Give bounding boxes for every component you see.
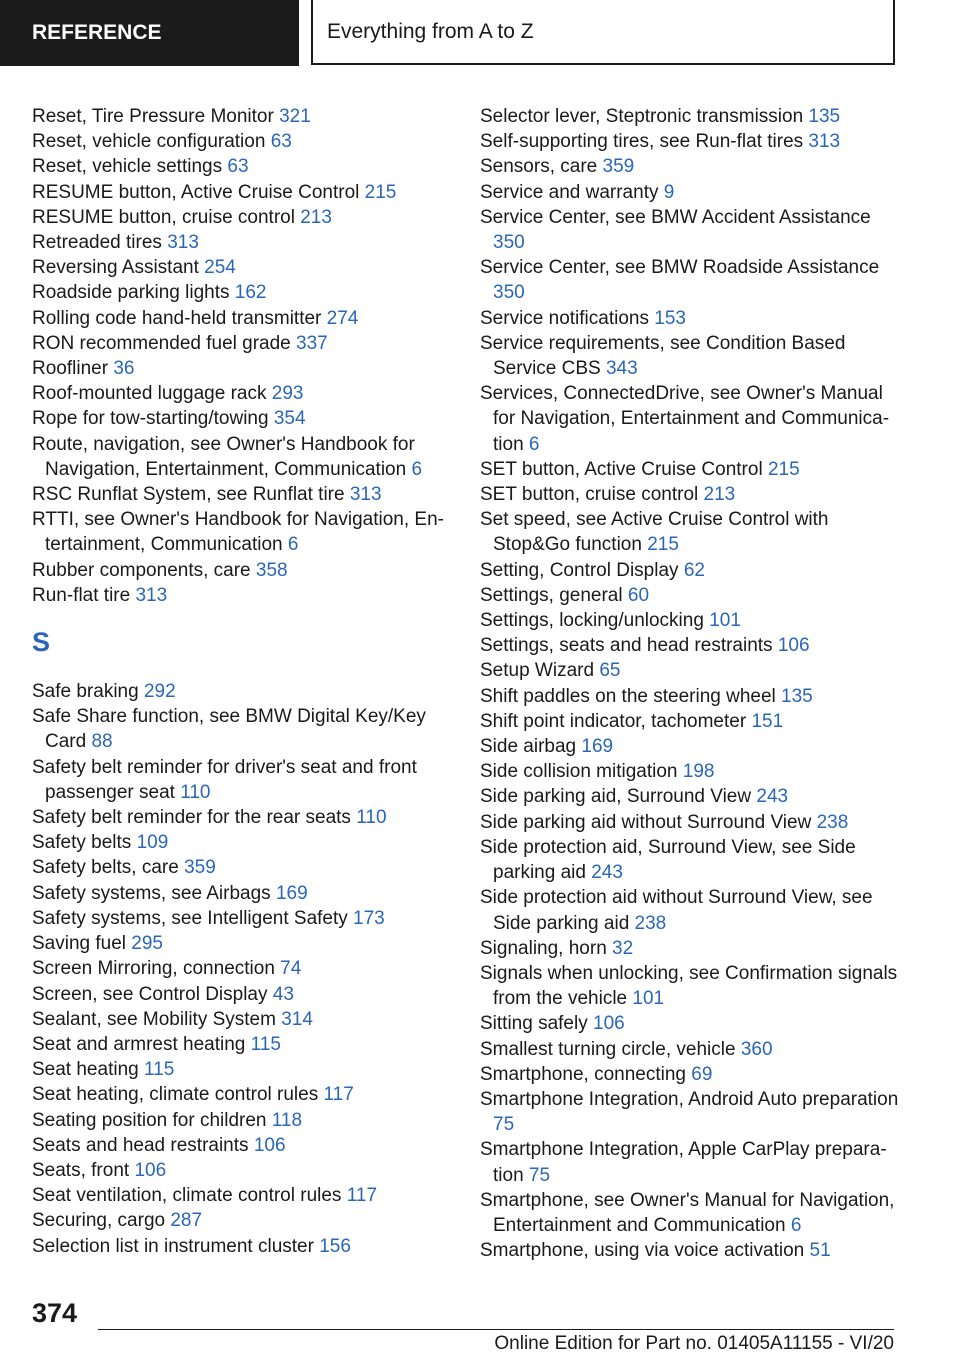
index-entry [32,129,452,154]
page-reference-link[interactable]: 74 [280,958,302,980]
index-entry [32,956,452,981]
index-entry [32,356,452,381]
index-entry-text: Service requirements, see Condition Based Service CBS [480,332,846,380]
index-entry [480,1011,900,1036]
index-entry-text: Reset, vehicle configuration [32,131,266,153]
index-group-s-continued [480,104,900,1263]
section-tab [0,0,299,66]
page-reference-link[interactable]: 110 [180,781,211,803]
page-reference-link[interactable]: 337 [296,332,328,354]
index-entry [480,205,900,255]
page-reference-link[interactable]: 110 [356,807,387,829]
index-entry [32,906,452,931]
index-entry [480,558,900,583]
index-entry [480,709,900,734]
index-entry-text: Smallest turning circle, vehicle [480,1038,736,1060]
index-entry-text: Signals when unlocking, see Confirmation signals from the vehicle [480,962,898,1010]
index-entry-text: Service notifications [480,307,649,329]
index-entry [32,1082,452,1107]
page-reference-link[interactable]: 238 [816,811,849,833]
page-reference-link[interactable]: 169 [275,882,308,904]
edition-note: Online Edition for Part no. 01405A11155 - VI/20 [494,1333,894,1354]
page-reference-link[interactable]: 354 [273,408,306,430]
index-entry [32,830,452,855]
index-entry [32,432,452,482]
page-reference-link[interactable]: 350 [493,232,525,254]
index-entry-text: Signaling, horn [480,937,607,959]
index-entry [480,154,900,179]
index-entry [480,331,900,381]
page-reference-link[interactable]: 115 [250,1033,281,1055]
page-reference-link[interactable]: 243 [756,786,789,808]
page-reference-link[interactable]: 60 [627,584,650,606]
page-reference-link[interactable]: 243 [591,862,623,884]
index-entry-text: Side collision mitigation [480,761,678,783]
index-entry [32,1057,452,1082]
page-reference-link[interactable]: 118 [271,1109,303,1131]
index-entry-text: Set speed, see Active Cruise Control with Stop&Go function [480,509,829,556]
index-entry-text: Setup Wizard [480,660,595,682]
index-entry-text: Smartphone Integration, Android Auto preparation [480,1088,899,1110]
index-entry-text: Shift point indicator, tachometer [480,710,747,732]
index-entry [480,381,900,457]
index-entry [32,855,452,880]
page-header [0,0,960,66]
page-reference-link[interactable]: 156 [319,1235,351,1257]
page-reference-link[interactable]: 117 [346,1185,378,1207]
page-reference-link[interactable]: 274 [326,307,359,329]
index-entry [32,255,452,280]
index-entry-text: Run-flat tire [32,584,131,606]
page-reference-link[interactable]: 287 [170,1210,203,1232]
index-entry-text: Smartphone, see Owner's Manual for Navigation, Entertainment and Communication [480,1189,895,1236]
page-reference-link[interactable]: 106 [777,635,810,657]
index-entry-text: Roof-mounted luggage rack [32,383,267,405]
page-reference-link[interactable]: 6 [528,433,540,455]
page-reference-link[interactable]: 213 [300,206,332,228]
index-entry-text: Smartphone Integration, Apple CarPlay preparation [480,1139,887,1186]
page-reference-link[interactable]: 215 [767,458,800,480]
page-reference-link[interactable]: 343 [605,358,638,380]
index-entry [480,306,900,331]
index-group-s [32,679,452,1259]
page-reference-link[interactable]: 359 [184,857,216,879]
page-reference-link[interactable]: 295 [131,933,163,955]
index-entry [480,658,900,683]
index-entry [480,583,900,608]
page-reference-link[interactable]: 6 [790,1214,802,1236]
index-entry [32,507,452,557]
index-entry [32,230,452,255]
index-entry [32,679,452,704]
page-reference-link[interactable]: 359 [602,156,635,178]
index-entry-text: Seats, front [32,1159,130,1181]
index-entry-text: Sealant, see Mobility System [32,1008,276,1030]
page-reference-link[interactable]: 65 [599,660,621,682]
page-reference-link[interactable]: 151 [751,710,784,732]
index-column-left [32,104,452,1259]
index-column-right [480,104,900,1263]
index-entry-text: Reset, Tire Pressure Monitor [32,106,274,127]
index-entry-text: Roofliner [32,358,109,380]
index-entry [480,507,900,557]
index-entry-text: Smartphone, using via voice activation [480,1240,805,1262]
index-entry-text: Settings, seats and head restraints [480,635,773,657]
page-reference-link[interactable]: 75 [493,1114,515,1136]
index-entry [480,1137,900,1187]
page-reference-link[interactable]: 69 [691,1063,713,1085]
chapter-title: Everything from A to Z [327,19,534,43]
index-entry [480,961,900,1011]
page-reference-link[interactable]: 313 [808,131,841,153]
index-entry [480,104,900,129]
index-entry-text: RESUME button, cruise control [32,206,295,228]
index-entry [32,805,452,830]
index-entry-text: Selection list in instrument cluster [32,1235,314,1257]
page-reference-link[interactable]: 6 [287,534,299,556]
index-entry [480,936,900,961]
index-entry [480,482,900,507]
index-entry-text: Side protection aid, Surround View, see Side parking aid [480,836,856,884]
page-reference-link[interactable]: 313 [167,232,199,254]
page-reference-link[interactable]: 75 [528,1164,551,1186]
index-entry-text: SET button, cruise control [480,484,699,506]
page-reference-link[interactable]: 153 [654,307,686,329]
index-entry-text: Safe Share function, see BMW Digital Key/Key Card [32,706,426,753]
index-entry-text: RON recommended fuel grade [32,332,291,354]
page-reference-link[interactable]: 292 [143,681,176,703]
page-number: 374 [32,1298,78,1328]
index-entry [32,306,452,331]
index-entry-text: Service Center, see BMW Roadside Assistance [480,257,880,279]
index-entry [480,255,900,305]
page-reference-link[interactable]: 101 [709,610,741,632]
index-entry [32,1234,452,1259]
index-entry [32,1108,452,1133]
page-reference-link[interactable]: 106 [134,1159,167,1181]
index-entry-text: Route, navigation, see Owner's Handbook for Navigation, Entertainment, Communication [32,433,415,480]
page-reference-link[interactable]: 115 [143,1059,175,1081]
index-letter-heading: S [32,627,51,658]
index-entry [32,583,452,608]
index-entry-text: Side protection aid without Surround View, see Side parking aid [480,887,873,934]
index-entry-text: Services, ConnectedDrive, see Owner's Manual for Navigation, Entertainment and Communication [480,383,890,455]
index-entry-text: Reversing Assistant [32,257,199,279]
page-reference-link[interactable]: 313 [349,484,382,506]
index-entry [480,835,900,885]
index-entry [480,129,900,154]
index-entry-text: Screen, see Control Display [32,983,268,1005]
index-entry-text: Service and warranty [480,181,659,203]
index-entry [480,1238,900,1263]
index-entry-text: Seat heating [32,1059,139,1081]
index-entry [480,759,900,784]
page-reference-link[interactable]: 51 [809,1240,831,1262]
index-entry-text: Safety belt reminder for driver's seat and front passenger seat [32,756,417,803]
index-entry [32,280,452,305]
index-entry-text: Safety belt reminder for the rear seats [32,807,351,829]
index-entry-text: Self-supporting tires, see Run-flat tires [480,131,804,153]
page-reference-link[interactable]: 238 [634,912,667,934]
page-reference-link[interactable]: 63 [227,156,249,178]
page-reference-link[interactable]: 32 [612,937,634,959]
index-entry [32,104,452,129]
index-entry-text: Saving fuel [32,933,127,955]
index-entry-text: Sitting safely [480,1013,588,1035]
page-reference-link[interactable]: 198 [682,761,715,783]
index-entry [32,331,452,356]
index-entry-text: Seat and armrest heating [32,1033,246,1055]
index-entry [32,406,452,431]
footer-divider [98,1329,894,1330]
page-reference-link[interactable]: 162 [234,282,267,304]
index-entry [480,608,900,633]
index-group-r [32,104,452,608]
index-entry [32,1183,452,1208]
index-entry [32,931,452,956]
index-entry [32,1208,452,1233]
index-entry-text: Seating position for children [32,1109,267,1131]
page-reference-link[interactable]: 9 [663,181,675,203]
page-reference-link[interactable]: 215 [364,181,397,203]
index-entry-text: SET button, Active Cruise Control [480,458,763,480]
page-reference-link[interactable]: 213 [703,484,736,506]
index-entry-text: Rope for tow-starting/towing [32,408,269,430]
index-entry-text: Smartphone, connecting [480,1063,686,1085]
index-entry-text: Screen Mirroring, connection [32,958,275,980]
page-reference-link[interactable]: 109 [136,832,169,854]
chapter-title-tab [311,0,895,65]
page-reference-link[interactable]: 314 [281,1008,313,1030]
index-entry [480,633,900,658]
index-entry [480,457,900,482]
index-entry [480,1087,900,1137]
page-reference-link[interactable]: 254 [204,257,236,279]
index-entry [480,784,900,809]
index-entry-text: RSC Runflat System, see Runflat tire [32,484,345,506]
page-reference-link[interactable]: 135 [808,106,841,127]
page-reference-link[interactable]: 360 [740,1038,773,1060]
index-entry [480,810,900,835]
index-entry [32,482,452,507]
page-reference-link[interactable]: 215 [647,534,679,556]
index-entry-text: Sensors, care [480,156,598,178]
index-entry [32,381,452,406]
index-entry-text: Shift paddles on the steering wheel [480,685,776,707]
page-reference-link[interactable]: 117 [323,1084,354,1106]
page-reference-link[interactable]: 43 [272,983,294,1005]
index-entry [32,881,452,906]
index-entry [480,1188,900,1238]
index-entry-text: Settings, locking/unlocking [480,610,704,632]
page-reference-link[interactable]: 358 [255,559,288,581]
index-entry-text: Rolling code hand-held transmitter [32,307,322,329]
index-entry-text: Safety belts [32,832,132,854]
page-reference-link[interactable]: 63 [270,131,292,153]
index-entry-text: Safety systems, see Airbags [32,882,271,904]
index-entry [480,1062,900,1087]
index-entry [32,704,452,754]
index-entry-text: RESUME button, Active Cruise Control [32,181,360,203]
index-entry-text: Safety systems, see Intelligent Safety [32,907,348,929]
index-entry-text: Reset, vehicle settings [32,156,223,178]
index-entry [32,755,452,805]
page-reference-link[interactable]: 62 [683,559,705,581]
index-entry-text: Securing, cargo [32,1210,166,1232]
index-entry [32,1133,452,1158]
index-entry-text: Seat heating, climate control rules [32,1084,319,1106]
index-entry [32,558,452,583]
page-reference-link[interactable]: 106 [253,1134,286,1156]
index-entry [32,1158,452,1183]
page-reference-link[interactable]: 101 [632,988,665,1010]
index-entry-text: Selector lever, Steptronic transmission [480,106,804,127]
index-entry [32,1007,452,1032]
index-entry [480,885,900,935]
index-entry [480,684,900,709]
index-entry-text: RTTI, see Owner's Handbook for Navigation, Entertainment, Communication [32,509,444,556]
index-entry [480,180,900,205]
index-entry [32,1032,452,1057]
page-reference-link[interactable]: 293 [271,383,304,405]
index-entry-text: Rubber components, care [32,559,251,581]
page-reference-link[interactable]: 313 [135,584,168,606]
index-entry-text: Setting, Control Display [480,559,679,581]
page-reference-link[interactable]: 6 [411,458,423,480]
page-reference-link[interactable]: 169 [581,736,614,758]
index-entry-text: Service Center, see BMW Accident Assistance [480,206,871,228]
index-entry-text: Settings, general [480,584,623,606]
section-label: REFERENCE [32,21,162,44]
page-reference-link[interactable]: 321 [279,106,311,127]
page-reference-link[interactable]: 350 [493,282,525,304]
index-entry-text: Seat ventilation, climate control rules [32,1185,342,1207]
index-entry-text: Side parking aid without Surround View [480,811,812,833]
index-entry-text: Seats and head restraints [32,1134,249,1156]
page-reference-link[interactable]: 135 [781,685,813,707]
page-reference-link[interactable]: 106 [593,1013,625,1035]
index-entry [32,154,452,179]
index-entry-text: Side airbag [480,736,577,758]
page-reference-link[interactable]: 88 [91,731,113,753]
index-entry [32,982,452,1007]
index-entry [480,1037,900,1062]
page-reference-link[interactable]: 36 [113,358,135,380]
index-entry [480,734,900,759]
index-entry-text: Side parking aid, Surround View [480,786,752,808]
index-entry-text: Safe braking [32,681,139,703]
index-entry-text: Roadside parking lights [32,282,230,304]
index-entry-text: Safety belts, care [32,857,179,879]
page-reference-link[interactable]: 173 [353,907,385,929]
index-entry-text: Retreaded tires [32,232,162,254]
index-entry [32,205,452,230]
index-entry [32,180,452,205]
